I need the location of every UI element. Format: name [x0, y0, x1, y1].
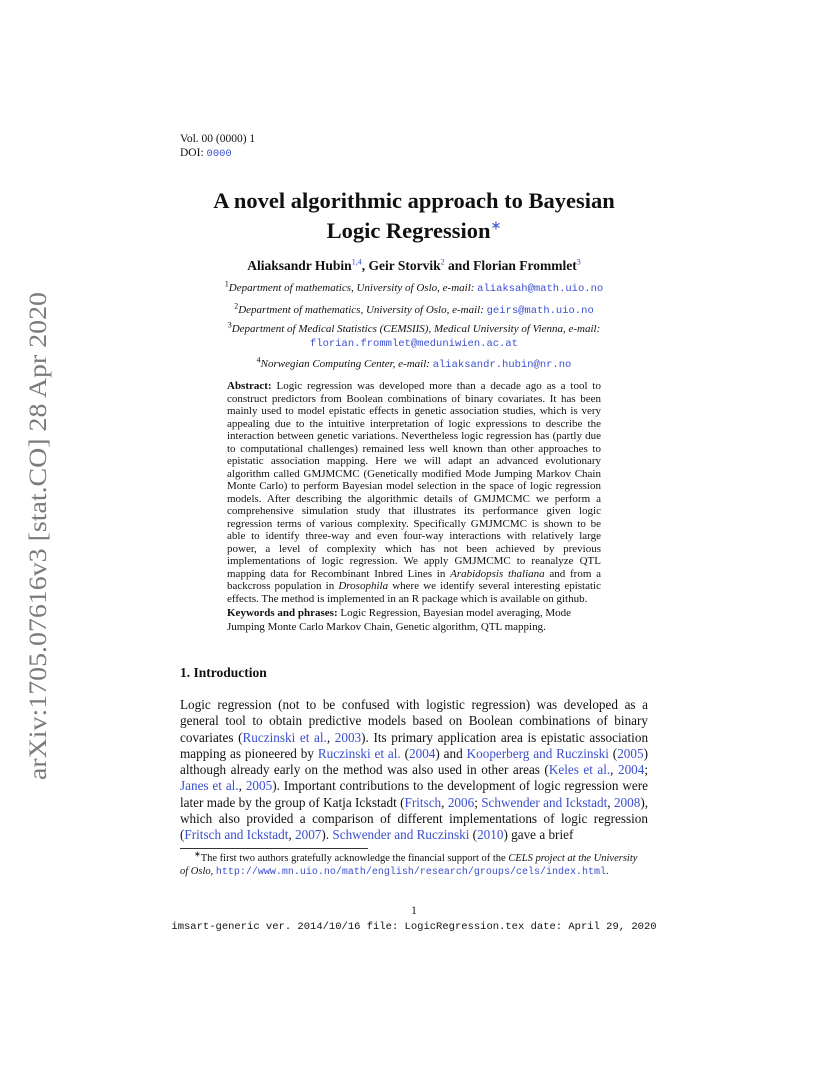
abstract	[227, 380, 601, 605]
author-3: Florian Frommlet	[473, 258, 577, 273]
section-heading-introduction: 1. Introduction	[180, 665, 267, 680]
intro-text: (	[608, 745, 618, 761]
citation-link[interactable]: 2005	[617, 745, 644, 761]
arxiv-side-stamp	[10, 290, 60, 780]
intro-text: ,	[610, 762, 618, 778]
title-line-1: A novel algorithmic approach to Bayesian	[213, 188, 615, 213]
affiliation-3-num: 3	[227, 320, 232, 330]
affiliation-1-text: Department of mathematics, University of Oslo, e-mail:	[228, 282, 478, 294]
title-line-2-text: Logic Regression	[326, 218, 491, 243]
intro-text: ), which also provided a comparison of different implementations of logic regression (	[180, 794, 649, 843]
affiliation-1-email[interactable]: aliaksah@math.uio.no	[477, 283, 604, 295]
footnote-url-link[interactable]: http://www.mn.uio.no/math/english/research/groups/cels/index.html	[215, 867, 606, 878]
abstract-label: Abstract:	[227, 380, 272, 392]
footnote	[180, 849, 648, 879]
affiliation-2-email[interactable]: geirs@math.uio.no	[486, 305, 594, 317]
citation-link[interactable]: Kooperberg and Ruczinski	[466, 745, 609, 761]
citation-link[interactable]: Fritsch and Ickstadt	[184, 827, 289, 843]
intro-text: (	[400, 745, 410, 761]
abstract-text-1: Logic regression was developed more than a decade ago as a tool to construct predictors from Boolean combinations of binary covariates. It has been mainly used to model epistatic effects in genetic association studies, which is very appealing due to the intuitive interpretation of logic expressions to describe the interaction between genetic variations. Nevertheless logic regression has (partly due to computational challenges) remained less well known than other approaches to epistatic association mapping. Here we will adapt an advanced evolutionary algorithm called GMJMCMC (Genetically modified Mode Jumping Markov Chain Monte Carlo) to perform Bayesian model selection in the space of logic regression models. After describing the algorithmic details of GMJMCMC we perform a comprehensive simulation study that illustrates its performance given logic regression terms of various complexity. Specifically GMJMCMC is shown to be able to identify three-way and even four-way interactions with relatively large power, a level of complexity which has not been achieved by previous implementations of logic regression. We apply GMJMCMC to reanalyze QTL mapping data for Recombinant Inbred Lines in	[227, 380, 601, 580]
keywords	[227, 607, 601, 634]
abstract-text-2: and from a backcross population in	[227, 567, 602, 592]
intro-text: ,	[441, 794, 448, 810]
citation-link[interactable]: Fritsch	[404, 794, 442, 810]
keywords-text: Logic Regression, Bayesian model averaging, Mode Jumping Monte Carlo Markov Chain, Genetic algorithm, QTL mapping.	[227, 607, 572, 633]
citation-link[interactable]: 2010	[477, 827, 504, 843]
page-number: 1	[411, 905, 417, 917]
abstract-text-3: where we identify several interesting epistatic effects. The method is implemented in an R package which is available on github.	[227, 580, 601, 605]
citation-link[interactable]: 2004	[617, 762, 645, 778]
footnote-italic: CELS project at the University of Oslo	[180, 853, 638, 877]
affiliation-1-num: 1	[224, 279, 229, 289]
affiliation-2-num: 2	[234, 301, 239, 311]
affiliation-4-email[interactable]: aliaksandr.hubin@nr.no	[432, 359, 572, 371]
citation-link[interactable]: 2008	[613, 794, 641, 810]
volume-line: Vol. 00 (0000) 1	[180, 133, 256, 145]
abstract-italic-2: Drosophila	[338, 580, 389, 592]
affiliation-3	[200, 322, 628, 351]
doi-line	[180, 147, 232, 161]
affiliation-3-email[interactable]: florian.frommlet@meduniwien.ac.at	[310, 338, 518, 350]
footnote-text-2: ,	[210, 866, 216, 877]
intro-text: (	[469, 827, 478, 843]
intro-text: ) gave a brief	[503, 827, 574, 843]
title-footnote-mark[interactable]: ∗	[490, 217, 502, 233]
footnote-text-1: The first two authors gratefully acknowledge the financial support of the	[200, 853, 509, 864]
page-footer: imsart-generic ver. 2014/10/16 file: LogicRegression.tex date: April 29, 2020	[171, 921, 657, 933]
author-sep-2: and	[444, 258, 474, 273]
author-list	[140, 258, 688, 274]
abstract-italic-1: Arabidopsis thaliana	[450, 567, 545, 580]
intro-text: Logic regression (not to be confused with logistic regression) was developed as a general tool to obtain predictive models based on Boolean combinations of binary covariates (	[180, 697, 648, 745]
author-1-sup[interactable]: 1,4	[351, 257, 362, 267]
introduction-paragraph	[180, 697, 648, 844]
arxiv-stamp-text: arXiv:1705.07616v3 [stat.CO] 28 Apr 2020	[25, 342, 52, 780]
intro-text: ).	[321, 827, 333, 843]
affiliation-3-text: Department of Medical Statistics (CEMSIIS), Medical University of Vienna, e-mail:	[231, 323, 601, 335]
doi-link[interactable]: 0000	[206, 148, 232, 160]
intro-text: ;	[644, 762, 649, 778]
citation-link[interactable]: Ruczinski et al.	[317, 745, 401, 761]
citation-link[interactable]: Keles et al.	[548, 762, 611, 778]
intro-text: ,	[288, 827, 296, 843]
affiliation-4-num: 4	[256, 355, 261, 365]
author-2-sup[interactable]: 2	[440, 257, 445, 267]
citation-link[interactable]: Schwender and Ickstadt	[481, 794, 608, 810]
citation-link[interactable]: 2005	[245, 778, 273, 794]
citation-link[interactable]: Schwender and Ruczinski	[332, 827, 470, 843]
citation-link[interactable]: 2006	[447, 794, 475, 810]
intro-text: ,	[238, 778, 246, 794]
keywords-label: Keywords and phrases:	[227, 607, 338, 619]
citation-link[interactable]: 2003	[334, 729, 362, 745]
affiliation-2-text: Department of mathematics, University of Oslo, e-mail:	[238, 304, 487, 316]
affiliation-4	[200, 357, 628, 372]
author-3-sup[interactable]: 3	[576, 257, 581, 267]
doi-label: DOI:	[180, 147, 207, 159]
title-line-2	[140, 216, 688, 246]
author-1: Aliaksandr Hubin	[247, 258, 352, 273]
author-2: Geir Storvik	[368, 258, 441, 273]
affiliation-2	[200, 303, 628, 318]
intro-text: ). Important contributions to the development of logic regression were later made by the group of Katja Ickstadt (	[180, 778, 648, 810]
intro-text: ). Its primary application area is epistatic association mapping as pioneered by	[180, 729, 649, 761]
author-sep-1: ,	[361, 258, 369, 273]
paper-title	[140, 186, 688, 246]
intro-text: ,	[326, 729, 335, 745]
affiliation-4-text: Norwegian Computing Center, e-mail:	[260, 358, 433, 370]
footnote-rule	[180, 848, 368, 849]
footnote-end: .	[605, 866, 609, 877]
intro-text: ,	[607, 794, 614, 810]
footnote-mark: ∗	[194, 849, 201, 859]
intro-text: ;	[474, 794, 482, 810]
citation-link[interactable]: 2004	[409, 745, 436, 761]
citation-link[interactable]: Ruczinski et al.	[242, 729, 327, 745]
affiliation-1	[200, 281, 628, 296]
citation-link[interactable]: Janes et al.	[180, 778, 239, 794]
intro-text: ) although already early on the method was also used in other areas (	[180, 745, 648, 778]
intro-text: ) and	[435, 745, 467, 761]
citation-link[interactable]: 2007	[295, 827, 322, 843]
